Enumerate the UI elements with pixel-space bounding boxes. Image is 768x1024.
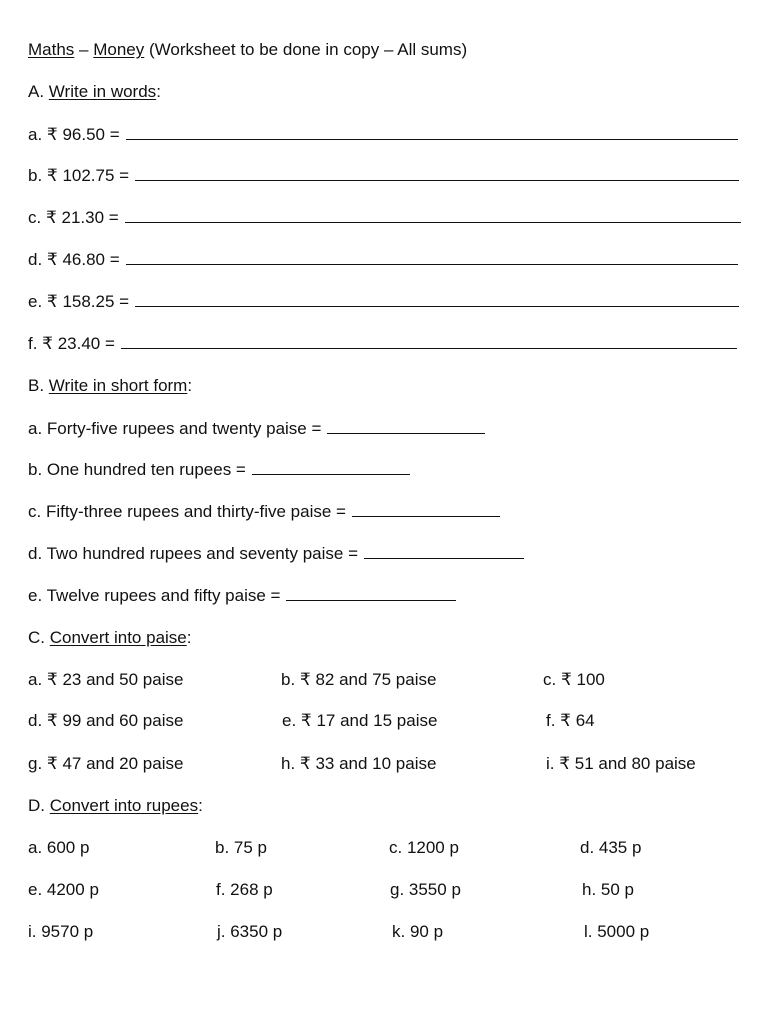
- answer-blank[interactable]: [125, 207, 741, 223]
- section-b-colon: :: [187, 376, 193, 395]
- answer-blank[interactable]: [252, 459, 410, 475]
- section-c-item: b. ₹ 82 and 75 paise: [281, 670, 437, 689]
- section-d-item: i. 9570 p: [28, 922, 94, 941]
- section-b-heading: [28, 375, 192, 397]
- section-b-title: Write in short form: [48, 376, 188, 395]
- answer-blank[interactable]: [126, 249, 738, 265]
- section-c-item: a. ₹ 23 and 50 paise: [28, 670, 184, 689]
- section-d-item: l. 5000 p: [584, 922, 650, 941]
- section-a-item: [28, 249, 738, 271]
- section-b-item-label: d. Two hundred rupees and seventy paise =: [28, 544, 358, 563]
- section-b-item: [28, 459, 410, 481]
- title-dash: –: [79, 40, 89, 59]
- answer-blank[interactable]: [286, 585, 456, 601]
- section-d-item: f. 268 p: [216, 880, 273, 899]
- section-c-item: e. ₹ 17 and 15 paise: [282, 711, 438, 730]
- section-a-item-label: c. ₹ 21.30 =: [28, 208, 119, 227]
- section-b-item-label: c. Fifty-three rupees and thirty-five paise =: [28, 502, 346, 521]
- section-d-colon: :: [198, 796, 203, 815]
- section-b-item-label: a. Forty-five rupees and twenty paise =: [28, 419, 322, 438]
- section-d-item: j. 6350 p: [217, 922, 283, 941]
- section-d-item: g. 3550 p: [390, 880, 461, 899]
- section-a-item-label: d. ₹ 46.80 =: [28, 250, 120, 269]
- section-b-item: [28, 418, 485, 440]
- section-b-item: [28, 585, 456, 607]
- title-subject: Maths: [28, 40, 75, 59]
- answer-blank[interactable]: [364, 543, 524, 559]
- section-a-heading: [28, 81, 161, 103]
- answer-blank[interactable]: [121, 333, 737, 349]
- section-b-item: [28, 543, 524, 565]
- section-d-item: c. 1200 p: [389, 838, 459, 857]
- section-b-item-label: b. One hundred ten rupees =: [28, 460, 246, 479]
- section-c-item: h. ₹ 33 and 10 paise: [281, 754, 437, 773]
- section-c-item: i. ₹ 51 and 80 paise: [546, 754, 696, 773]
- answer-blank[interactable]: [135, 291, 739, 307]
- section-c-letter: C.: [28, 628, 45, 647]
- section-a-colon: :: [156, 82, 161, 101]
- section-d-item: d. 435 p: [580, 838, 642, 857]
- title-topic: Money: [93, 40, 145, 59]
- section-d-item: a. 600 p: [28, 838, 90, 857]
- section-a-item-label: b. ₹ 102.75 =: [28, 166, 130, 185]
- section-d-title: Convert into rupees: [49, 796, 199, 815]
- title-note: (Worksheet to be done in copy – All sums): [149, 40, 468, 59]
- section-c-heading: [28, 627, 192, 649]
- section-d-letter: D.: [28, 796, 45, 815]
- section-b-item: [28, 501, 500, 523]
- section-a-item: [28, 207, 741, 229]
- answer-blank[interactable]: [327, 418, 485, 434]
- section-c-item: f. ₹ 64: [546, 711, 595, 730]
- worksheet-title: [28, 39, 467, 61]
- section-a-item: [28, 333, 737, 355]
- section-a-item: [28, 291, 739, 313]
- section-d-item: b. 75 p: [215, 838, 267, 857]
- answer-blank[interactable]: [352, 501, 500, 517]
- section-d-heading: [28, 795, 203, 817]
- section-a-title: Write in words: [48, 82, 157, 101]
- section-c-item: g. ₹ 47 and 20 paise: [28, 754, 184, 773]
- answer-blank[interactable]: [135, 165, 739, 181]
- section-d-item: e. 4200 p: [28, 880, 99, 899]
- section-c-title: Convert into paise: [49, 628, 187, 647]
- section-c-item: c. ₹ 100: [543, 670, 605, 689]
- section-a-item: [28, 165, 739, 187]
- section-a-item: [28, 124, 738, 146]
- section-d-item: k. 90 p: [392, 922, 444, 941]
- answer-blank[interactable]: [126, 124, 738, 140]
- section-c-item: d. ₹ 99 and 60 paise: [28, 711, 184, 730]
- section-b-letter: B.: [28, 376, 45, 395]
- section-a-item-label: a. ₹ 96.50 =: [28, 125, 120, 144]
- section-c-colon: :: [186, 628, 192, 647]
- section-a-letter: A.: [28, 82, 45, 101]
- section-b-item-label: e. Twelve rupees and fifty paise =: [28, 586, 281, 605]
- section-d-item: h. 50 p: [582, 880, 634, 899]
- section-a-item-label: e. ₹ 158.25 =: [28, 292, 130, 311]
- section-a-item-label: f. ₹ 23.40 =: [28, 334, 115, 353]
